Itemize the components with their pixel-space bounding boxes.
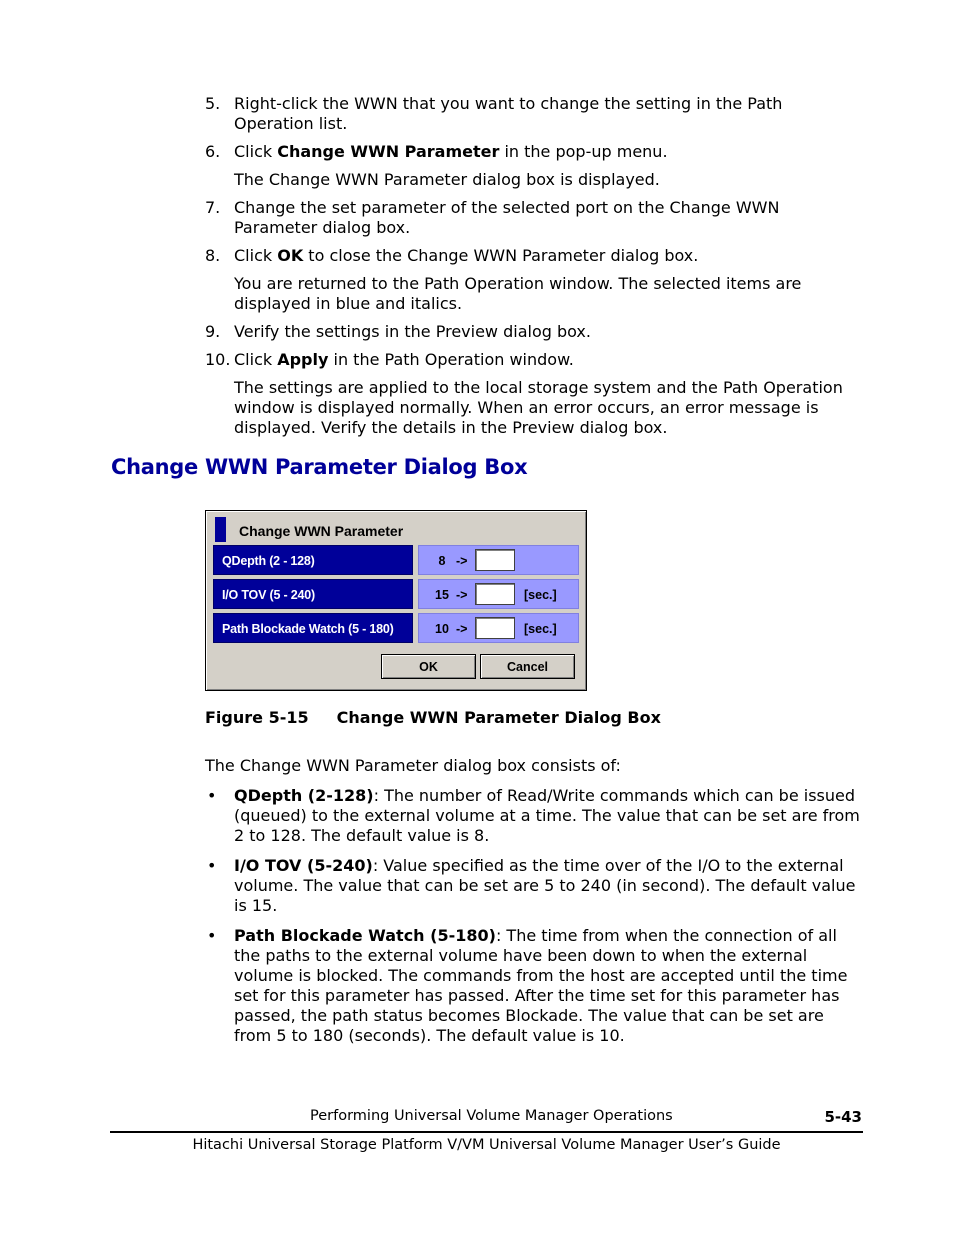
path-blockade-watch-input[interactable] [475,617,515,639]
path-blockade-watch-unit: [sec.] [524,622,557,636]
qdepth-current-value: 8 [438,554,446,568]
list-item [205,926,865,1046]
qdepth-label: QDepth (2 - 128) [213,545,413,575]
path-blockade-watch-row [213,613,579,643]
path-blockade-watch-label: Path Blockade Watch (5 - 180) [213,613,413,643]
step-text-post: to close the Change WWN Parameter dialog box. [303,246,699,265]
io-tov-current-value: 15 [435,588,449,602]
qdepth-value-panel [418,545,579,575]
procedure-steps [205,94,865,438]
io-tov-label: I/O TOV (5 - 240) [213,579,413,609]
intro-text: The Change WWN Parameter dialog box consists of: [205,756,621,775]
step-number: 10. [205,350,231,369]
step-number: 5. [205,94,221,113]
step-number: 8. [205,246,221,265]
step-result: The Change WWN Parameter dialog box is displayed. [234,170,660,189]
parameter-name: Path Blockade Watch (5-180) [234,926,496,945]
io-tov-row [213,579,579,609]
figure-title: Change WWN Parameter Dialog Box [336,708,661,727]
step-text-post: in the pop-up menu. [499,142,668,161]
parameter-description: : The number of Read/Write commands which can be issued (queued) to the external volume at a time. The value that can be set are from 2 to 128. The default value is 8. [234,786,860,845]
parameter-name: I/O TOV (5-240) [234,856,373,875]
step-8 [205,246,865,314]
step-text-pre: Click [234,246,278,265]
step-number: 7. [205,198,221,217]
change-wwn-parameter-dialog [205,510,587,691]
list-item [205,856,865,916]
cancel-button[interactable]: Cancel [480,654,575,679]
qdepth-input[interactable] [475,549,515,571]
step-9 [205,322,865,342]
step-text-pre: Click [234,142,278,161]
step-5 [205,94,865,134]
bullet-icon: • [207,926,217,945]
step-text: Verify the settings in the Preview dialog box. [234,322,591,341]
list-item [205,786,865,846]
step-result: The settings are applied to the local storage system and the Path Operation window is displayed normally. When an error occurs, an error message is displayed. Verify the details in the Preview dialog box. [234,378,843,437]
step-7 [205,198,865,238]
ok-button[interactable]: OK [381,654,476,679]
step-10 [205,350,865,438]
bullet-icon: • [207,856,217,875]
arrow-icon: -> [456,554,468,568]
step-result: You are returned to the Path Operation window. The selected items are displayed in blue and italics. [234,274,802,313]
parameter-list [205,786,865,1046]
page-number: 5-43 [824,1108,862,1126]
io-tov-input[interactable] [475,583,515,605]
arrow-icon: -> [456,622,468,636]
title-marker-icon [215,517,226,542]
step-text: Right-click the WWN that you want to change the setting in the Path Operation list. [234,94,783,133]
parameter-name: QDepth (2-128) [234,786,374,805]
bullet-icon: • [207,786,217,805]
path-blockade-watch-value-panel [418,613,579,643]
footer-document-title: Hitachi Universal Storage Platform V/VM Universal Volume Manager User’s Guide [192,1137,781,1153]
path-blockade-watch-current-value: 10 [435,622,449,636]
footer-section-title: Performing Universal Volume Manager Operations [310,1108,673,1124]
io-tov-unit: [sec.] [524,588,557,602]
step-text: Change the set parameter of the selected port on the Change WWN Parameter dialog box. [234,198,780,237]
dialog-title: Change WWN Parameter [239,523,404,539]
figure-number: Figure 5-15 [205,708,309,727]
figure-caption [205,708,661,727]
step-text-bold: Change WWN Parameter [277,142,500,161]
footer-divider [110,1131,863,1133]
step-text-pre: Click [234,350,278,369]
parameter-description: : Value specified as the time over of the I/O to the external volume. The value that can be set are 5 to 240 (in second). The default value is 15. [234,856,856,915]
step-text-bold: OK [277,246,304,265]
section-heading: Change WWN Parameter Dialog Box [111,455,528,479]
step-number: 9. [205,322,221,341]
step-number: 6. [205,142,221,161]
parameter-description: : The time from when the connection of all the paths to the external volume have been down to when the external volume is blocked. The commands from the host are accepted until the time set for this parameter has passed. After the time set for this parameter has passed, the path status becomes Blockade. The value that can be set are from 5 to 180 (seconds). The default value is 10. [234,926,848,1045]
step-text-bold: Apply [277,350,329,369]
dialog-title-bar [211,514,581,544]
arrow-icon: -> [456,588,468,602]
io-tov-value-panel [418,579,579,609]
qdepth-row [213,545,579,575]
step-text-post: in the Path Operation window. [328,350,574,369]
step-6 [205,142,865,190]
